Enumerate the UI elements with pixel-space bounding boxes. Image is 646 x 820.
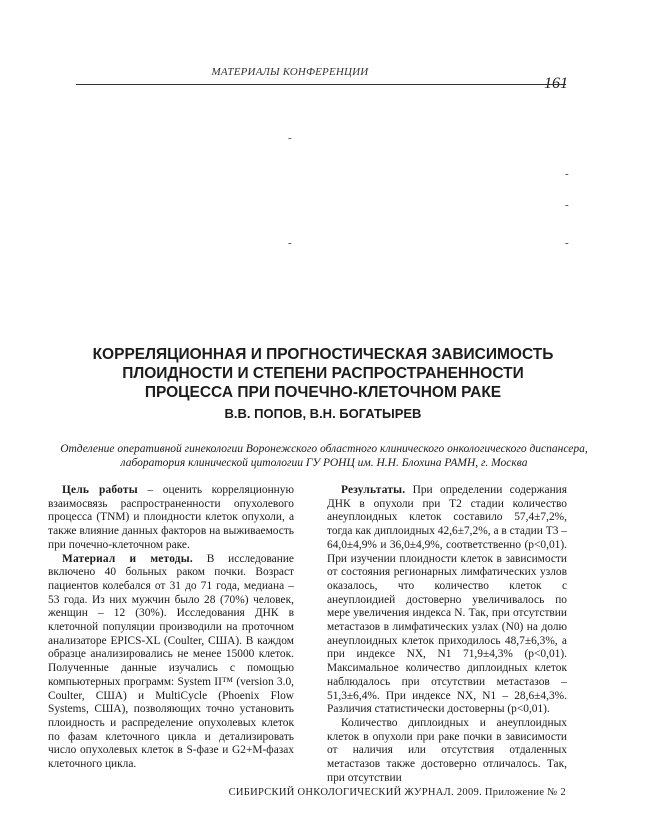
page-number: 161	[544, 75, 568, 92]
paragraph-continuation	[327, 717, 567, 786]
title-line: КОРРЕЛЯЦИОННАЯ И ПРОГНОСТИЧЕСКАЯ ЗАВИСИМОСТЬ	[92, 346, 554, 363]
paragraph-text: При определении содержания ДНК в опухоли при Т2 стадии количество анеуплоидных клеток составило 57,4±7,2%, тогда как диплоидных 42,6±7,2%, а в стадии Т3 – 64,0±4,9% и 36,0±4,9%, соответственно (р<0,01). При изучении плоидности клеток в зависимости от состояния регионарных лимфатических узлов оказалось, что количество клеток с анеуплоидией достоверно увеличивалось по мере увеличения индекса N. Так, при отсутствии метастазов в лимфатических узлах (N0) на долю анеуплоидных клеток приходилось 48,7±6,3%, а при индексе NX, N1 71,9±4,3% (р<0,01). Максимальное количество диплоидных клеток наблюдалось при отсутствии метастазов – 51,3±6,4%. При индексе NX, N1 – 28,6±4,3%. Различия статистически достоверны (р<0,01).	[327, 484, 567, 716]
authors: В.В. ПОПОВ, В.Н. БОГАТЫРЕВ	[224, 406, 422, 421]
paragraph-text: Количество диплоидных и анеуплоидных клеток в опухоли при раке почки в зависимости от наличия или отсутствия отдаленных метастазов также достоверно отличалось. Так, при отсутствии	[327, 716, 567, 784]
right-column	[327, 484, 567, 785]
paragraph-lead: Результаты.	[341, 484, 406, 496]
left-column	[48, 484, 294, 772]
paragraph-methods	[48, 553, 294, 772]
paragraph-lead: Цель работы	[62, 484, 138, 496]
stray-mark: -	[565, 168, 569, 180]
paragraph-text: В исследование включено 40 больных раком почки. Возраст пациентов колебался от 31 до 71 года, медиана – 53 года. Из них мужчин было 28 (70%) человек, женщин – 12 (30%). Исследования ДНК в клеточной популяции производили на проточном анализаторе EPICS-XL (Coulter, США). В каждом образце анализировались не менее 15000 клеток. Полученные данные изучались с помощью компьютерных программ: System II™ (version 3.0, Coulter, США) и MultiCycle (Phoenix Flow Systems, США), позволяющих точно установить плоидность и распределение опухолевых клеток по фазам клеточного цикла и детализировать число опухолевых клеток в S-фазе и G2+M-фазах клеточного цикла.	[48, 552, 294, 771]
title-line: ПЛОИДНОСТИ И СТЕПЕНИ РАСПРОСТРАНЕННОСТИ	[122, 365, 524, 382]
journal-footer: СИБИРСКИЙ ОНКОЛОГИЧЕСКИЙ ЖУРНАЛ. 2009. Приложение № 2	[228, 787, 566, 798]
affiliation: Отделение оперативной гинекологии Воронежского областного клинического онкологического диспансера, лаборатория клинической цитологии ГУ РОНЦ им. Н.Н. Блохина РАМН, г. Москва	[60, 443, 588, 469]
stray-mark: -	[288, 132, 292, 144]
title-line: ПРОЦЕССА ПРИ ПОЧЕЧНО-КЛЕТОЧНОМ РАКЕ	[144, 384, 502, 401]
paragraph-lead: Материал и методы.	[62, 552, 193, 565]
stray-mark: -	[288, 237, 292, 249]
paragraph-results	[327, 484, 567, 717]
running-header: МАТЕРИАЛЫ КОНФЕРЕНЦИИ	[211, 66, 369, 78]
paragraph-text: – оценить корреляционную взаимосвязь распространенности опухолевого процесса (TNM) и плоидности клеток опухоли, а также влияние данных факторов на выживаемость при почечно-клеточном раке.	[48, 484, 294, 551]
stray-mark: -	[565, 237, 569, 249]
stray-mark: -	[565, 199, 569, 211]
paragraph-aim	[48, 484, 294, 553]
header-rule	[76, 84, 566, 85]
article-title	[40, 345, 606, 402]
